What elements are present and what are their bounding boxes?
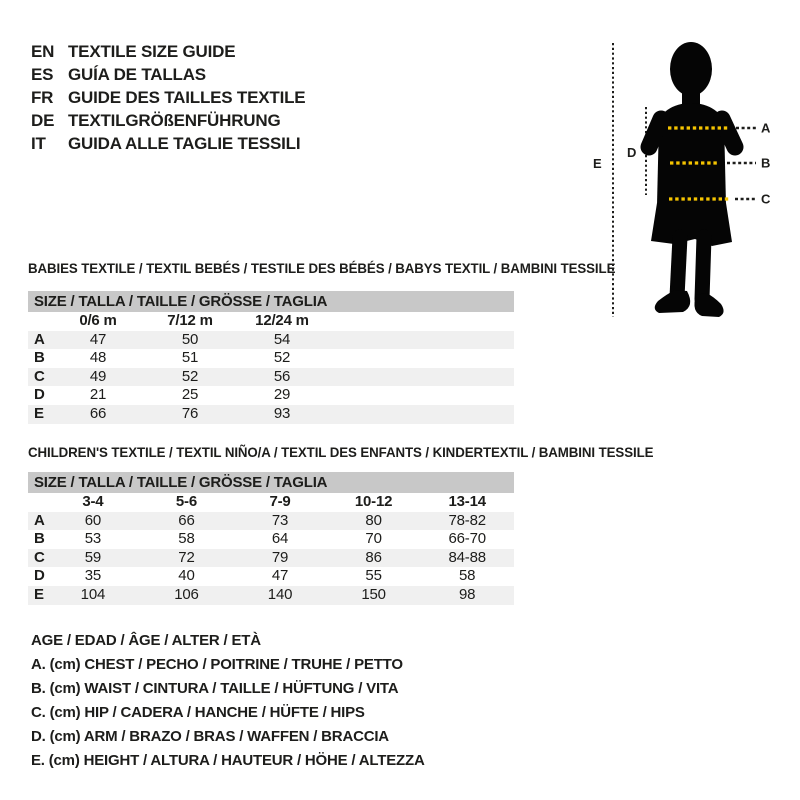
size-value: 76 [181,404,199,422]
size-value: 140 [267,585,293,603]
column-header: 10-12 [354,493,393,510]
children-section-title: CHILDREN'S TEXTILE / TEXTIL NIÑO/A / TEXTIL DES ENFANTS / KINDERTEXTIL / BAMBINI TESSILE [28,444,654,460]
column-header-row [28,493,514,512]
column-header: 13-14 [448,493,486,510]
label-b: B [761,155,771,171]
size-value: 58 [178,530,195,548]
language-row [31,132,305,155]
size-value: 47 [271,567,289,585]
row-label: B [34,530,45,548]
measurement-legend [31,629,425,773]
label-a: A [761,120,771,136]
table-row [28,512,514,531]
legend-line: D. (cm) ARM / BRAZO / BRAS / WAFFEN / BRACCIA [31,728,389,745]
size-value: 53 [84,530,102,548]
language-code: DE [31,111,55,130]
size-value: 52 [181,367,199,385]
column-header: 7/12 m [167,312,213,329]
language-row [31,63,305,86]
row-label: A [34,330,45,348]
row-label: E [34,585,44,603]
language-code: FR [31,88,54,107]
size-value: 78-82 [448,511,486,529]
measurement-diagram [585,25,800,330]
size-value: 56 [273,367,291,385]
row-label: D [34,386,45,404]
language-row [31,40,305,63]
column-header: 0/6 m [79,312,117,329]
size-value: 104 [80,585,106,603]
language-guide-title: GUIDE DES TAILLES TEXTILE [68,88,306,107]
size-value: 55 [365,567,382,585]
table-row [28,586,514,605]
size-value: 64 [271,530,289,548]
size-value: 84-88 [448,548,486,566]
size-value: 98 [459,585,476,603]
size-value: 93 [273,404,291,422]
table-row [28,349,514,368]
children-size-table [28,493,514,605]
language-code: EN [31,42,55,61]
babies-size-table [28,312,514,424]
legend-line: AGE / EDAD / ÂGE / ALTER / ETÀ [31,632,261,649]
size-value: 150 [361,585,386,603]
row-label: C [34,548,45,566]
size-value: 25 [181,386,199,404]
size-value: 73 [271,511,289,529]
size-value: 35 [84,567,102,585]
language-guide-title: TEXTILGRÖßENFÜHRUNG [68,111,281,130]
row-label: E [34,404,44,422]
row-label: C [34,367,45,385]
label-c: C [761,191,771,207]
language-guide-title: TEXTILE SIZE GUIDE [68,42,236,61]
language-code: ES [31,65,54,84]
label-d: D [627,145,637,160]
column-header: 7-9 [269,493,291,510]
size-value: 47 [89,330,107,348]
size-value: 21 [89,386,107,404]
language-row [31,86,305,109]
legend-line: E. (cm) HEIGHT / ALTURA / HAUTEUR / HÖHE / ALTEZZA [31,752,425,769]
children-size-header-bar: SIZE / TALLA / TAILLE / GRÖSSE / TAGLIA [28,472,514,493]
babies-section-title: BABIES TEXTILE / TEXTIL BEBÉS / TESTILE DES BÉBÉS / BABYS TEXTIL / BAMBINI TESSILE [28,260,616,276]
size-value: 49 [89,367,107,385]
legend-line: A. (cm) CHEST / PECHO / POITRINE / TRUHE / PETTO [31,656,403,673]
table-row [28,405,514,424]
size-value: 86 [365,548,382,566]
size-value: 54 [273,330,291,348]
legend-line: B. (cm) WAIST / CINTURA / TAILLE / HÜFTUNG / VITA [31,680,399,697]
language-code: IT [31,134,46,153]
column-header: 5-6 [175,493,197,510]
language-guide-title: GUIDA ALLE TAGLIE TESSILI [68,134,301,153]
table-row [28,530,514,549]
size-value: 79 [271,548,289,566]
size-value: 70 [365,530,382,548]
language-title-list [31,40,305,155]
size-value: 66-70 [448,530,486,548]
size-value: 66 [89,404,107,422]
size-value: 52 [273,349,291,367]
size-value: 51 [181,349,199,367]
size-value: 29 [273,386,291,404]
size-value: 59 [84,548,102,566]
size-value: 48 [89,349,107,367]
table-row [28,386,514,405]
language-row [31,109,305,132]
size-value: 66 [178,511,195,529]
legend-line: C. (cm) HIP / CADERA / HANCHE / HÜFTE / HIPS [31,704,365,721]
column-header-row [28,312,514,331]
babies-size-header-bar: SIZE / TALLA / TAILLE / GRÖSSE / TAGLIA [28,291,514,312]
label-e: E [593,156,602,171]
size-value: 50 [181,330,199,348]
column-header: 12/24 m [255,312,309,329]
row-label: B [34,349,45,367]
table-row [28,567,514,586]
child-silhouette [649,42,735,317]
size-value: 60 [84,511,102,529]
size-value: 40 [178,567,195,585]
table-row [28,549,514,568]
column-header: 3-4 [82,493,104,510]
row-label: A [34,511,45,529]
size-value: 72 [178,548,195,566]
language-guide-title: GUÍA DE TALLAS [68,65,206,84]
table-row [28,331,514,350]
size-value: 80 [365,511,382,529]
row-label: D [34,567,45,585]
table-row [28,368,514,387]
size-value: 106 [174,585,199,603]
size-value: 58 [459,567,476,585]
